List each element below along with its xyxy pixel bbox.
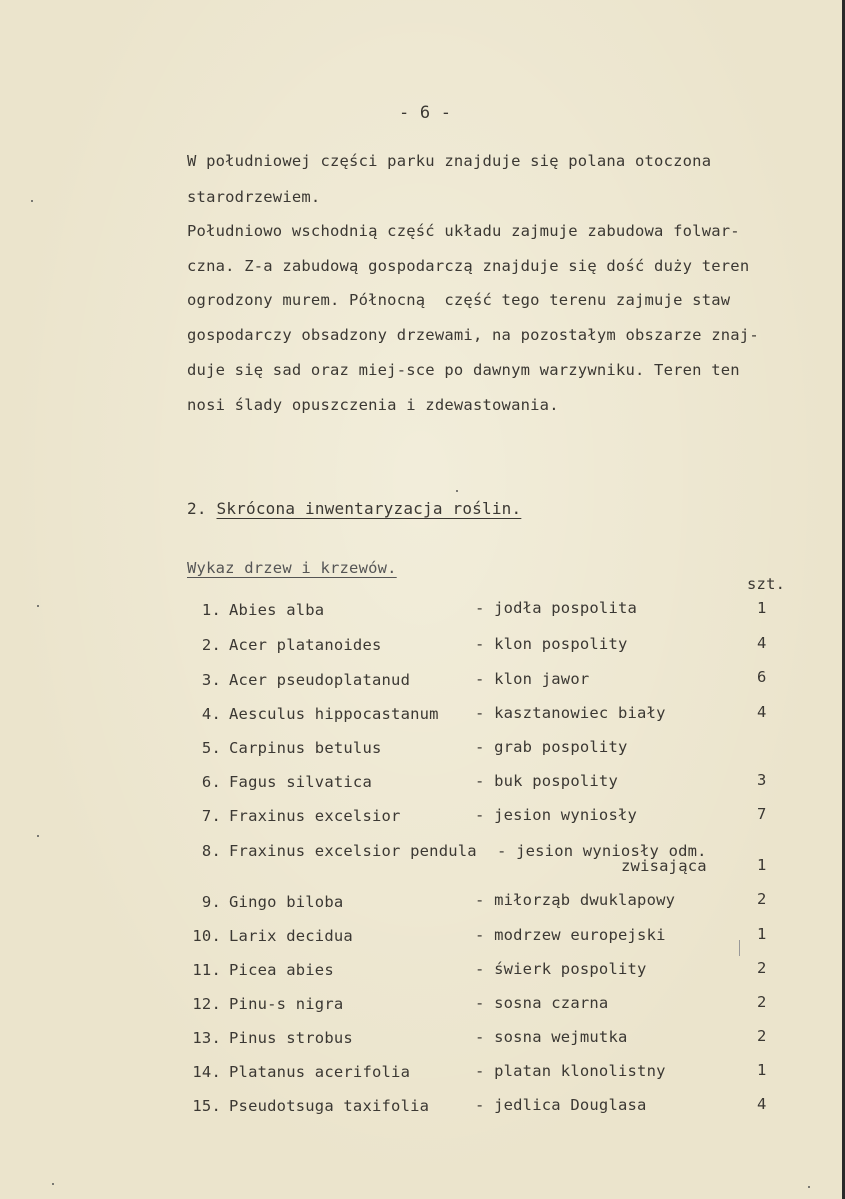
polish-name: - modrzew europejski bbox=[475, 926, 666, 944]
latin-name: Pinu-s nigra bbox=[229, 995, 344, 1013]
polish-name: - jodła pospolita bbox=[475, 599, 638, 617]
scan-speck bbox=[808, 1186, 810, 1188]
row-number: 3. bbox=[201, 671, 221, 689]
polish-name: - sosna wejmutka bbox=[475, 1028, 628, 1046]
latin-name: Abies alba bbox=[229, 601, 325, 619]
row-number: 13. bbox=[192, 1029, 221, 1047]
polish-name: - kasztanowiec biały bbox=[475, 704, 666, 722]
polish-name: - grab pospolity bbox=[475, 738, 628, 756]
latin-name: Aesculus hippocastanum bbox=[229, 705, 439, 723]
scan-speck bbox=[37, 835, 39, 837]
tree-count: 4 bbox=[757, 1095, 767, 1113]
latin-name: Larix decidua bbox=[229, 927, 353, 945]
polish-name: - sosna czarna bbox=[475, 994, 609, 1012]
polish-name: - jedlica Douglasa bbox=[475, 1096, 647, 1114]
tree-count: 1 bbox=[757, 1061, 767, 1079]
row-number: 11. bbox=[192, 961, 221, 979]
polish-name: - klon pospolity bbox=[475, 635, 628, 653]
paragraph-line: czna. Z-a zabudową gospodarczą znajduje się dość duży teren bbox=[187, 257, 750, 275]
paragraph-line: Południowo wschodnią część układu zajmuje zabudowa folwar- bbox=[187, 222, 740, 240]
tree-count: 7 bbox=[757, 805, 767, 823]
tree-count: 1 bbox=[757, 925, 767, 943]
row-number: 6. bbox=[201, 773, 221, 791]
polish-name: - klon jawor bbox=[475, 670, 590, 688]
row-number: 12. bbox=[192, 995, 221, 1013]
latin-name: Pinus strobus bbox=[229, 1029, 353, 1047]
tree-count: 6 bbox=[757, 668, 767, 686]
paragraph-line: duje się sad oraz miej-sce po dawnym warzywniku. Teren ten bbox=[187, 361, 740, 379]
latin-name: Carpinus betulus bbox=[229, 739, 382, 757]
row-number: 2. bbox=[201, 636, 221, 654]
tree-count: 2 bbox=[757, 959, 767, 977]
tree-count: 1 bbox=[757, 856, 767, 874]
polish-name: - miłorząb dwuklapowy bbox=[475, 891, 676, 909]
row-number: 14. bbox=[192, 1063, 221, 1081]
latin-name: Fraxinus excelsior bbox=[229, 807, 401, 825]
row-number: 1. bbox=[201, 601, 221, 619]
paragraph-line: gospodarczy obsadzony drzewami, na pozostałym obszarze znaj- bbox=[187, 326, 759, 344]
latin-name: Fagus silvatica bbox=[229, 773, 372, 791]
section-heading bbox=[187, 499, 521, 518]
tree-count: 2 bbox=[757, 1027, 767, 1045]
latin-name: Fraxinus excelsior pendula bbox=[229, 842, 477, 860]
latin-name: Pseudotsuga taxifolia bbox=[229, 1097, 430, 1115]
latin-name: Picea abies bbox=[229, 961, 334, 979]
tree-count: 2 bbox=[757, 890, 767, 908]
latin-name: Acer pseudoplatanud bbox=[229, 671, 411, 689]
tree-count: 2 bbox=[757, 993, 767, 1011]
paragraph-line: W południowej części parku znajduje się polana otoczona bbox=[187, 152, 712, 170]
scan-speck bbox=[31, 200, 33, 202]
row-number: 15. bbox=[192, 1097, 221, 1115]
latin-name: Acer platanoides bbox=[229, 636, 382, 654]
tree-count: 3 bbox=[757, 771, 767, 789]
polish-name: - świerk pospolity bbox=[475, 960, 647, 978]
section-number: 2. bbox=[187, 499, 207, 518]
tree-count: 4 bbox=[757, 634, 767, 652]
scan-speck bbox=[456, 490, 458, 492]
section-title: Skrócona inwentaryzacja roślin. bbox=[216, 499, 522, 518]
row-number: 9. bbox=[201, 893, 221, 911]
row-number: 8. bbox=[201, 842, 221, 860]
paragraph-line: starodrzewiem. bbox=[187, 188, 321, 206]
latin-name: Platanus acerifolia bbox=[229, 1063, 411, 1081]
latin-name: Gingo biloba bbox=[229, 893, 344, 911]
polish-name-continuation: zwisająca bbox=[621, 857, 707, 875]
polish-name: - jesion wyniosły odm. bbox=[497, 842, 707, 860]
scan-speck bbox=[37, 605, 39, 607]
unit-header: szt. bbox=[747, 575, 786, 593]
tree-count: 1 bbox=[757, 599, 767, 617]
paragraph-line: ogrodzony murem. Północną część tego terenu zajmuje staw bbox=[187, 291, 731, 309]
row-number: 10. bbox=[192, 927, 221, 945]
list-heading: Wykaz drzew i krzewów. bbox=[187, 559, 397, 577]
tree-count: 4 bbox=[757, 703, 767, 721]
row-number: 4. bbox=[201, 705, 221, 723]
row-number: 5. bbox=[201, 739, 221, 757]
paragraph-line: nosi ślady opuszczenia i zdewastowania. bbox=[187, 396, 559, 414]
margin-mark bbox=[739, 940, 740, 956]
polish-name: - jesion wyniosły bbox=[475, 806, 638, 824]
polish-name: - platan klonolistny bbox=[475, 1062, 666, 1080]
row-number: 7. bbox=[201, 807, 221, 825]
page-number: - 6 - bbox=[399, 103, 452, 123]
scan-speck bbox=[52, 1183, 54, 1185]
polish-name: - buk pospolity bbox=[475, 772, 618, 790]
